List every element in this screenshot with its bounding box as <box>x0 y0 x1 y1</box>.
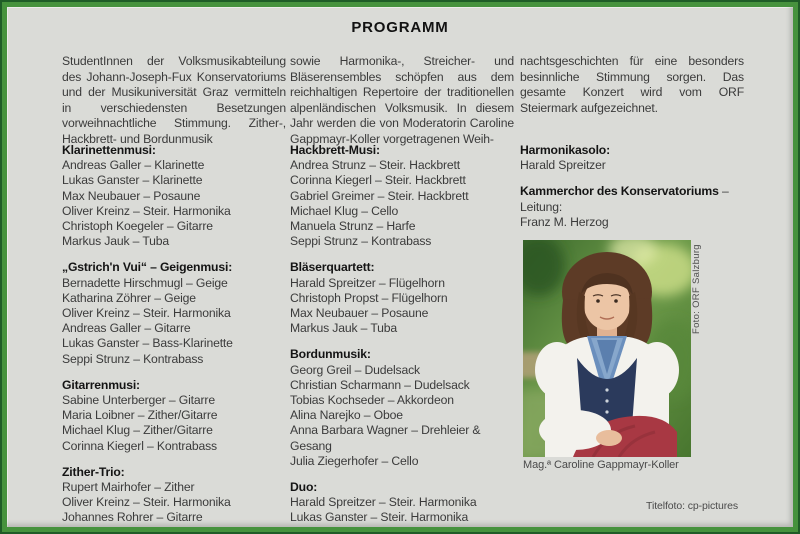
member-line: Max Neubauer – Posaune <box>62 188 201 203</box>
page-title: PROGRAMM <box>351 19 449 36</box>
ensemble-group <box>62 378 288 454</box>
ensemble-heading: Harmonikasolo: <box>520 143 611 157</box>
member-line: Christoph Koegeler – Gitarre <box>62 219 213 234</box>
member-line: Harald Spreitzer – Steir. Harmonika <box>290 495 477 510</box>
ensemble-heading: Bläserquartett: <box>290 260 375 275</box>
member-line: Corinna Kiegerl – Steir. Hackbrett <box>290 173 466 188</box>
member-line: Anna Barbara Wagner – Drehleier & Gesang <box>290 423 481 453</box>
ensemble-heading: Klarinettenmusi: <box>62 143 156 157</box>
member-line: Corinna Kiegerl – Kontrabass <box>62 438 218 453</box>
member-line: Bernadette Hirschmugl – Geige <box>62 275 228 290</box>
photo-caption: Mag.ª Caroline Gappmayr-Koller <box>523 459 679 471</box>
ensemble-group <box>290 480 516 526</box>
member-line: Andreas Galler – Gitarre <box>62 321 191 336</box>
member-line: Seppi Strunz – Kontrabass <box>290 234 432 249</box>
member-line: Julia Ziegerhofer – Cello <box>290 453 419 468</box>
ensemble-group <box>62 465 288 526</box>
ensemble-heading: Duo: <box>290 480 318 495</box>
member-line: Lukas Ganster – Bass-Klarinette <box>62 336 233 351</box>
member-line: Manuela Strunz – Harfe <box>290 219 416 234</box>
ensemble-column-2 <box>290 143 516 532</box>
member-line: Harald Spreitzer – Flügelhorn <box>290 275 445 290</box>
member-line: Alina Narejko – Oboe <box>290 408 403 423</box>
ensemble-heading: Kammerchor des Konservatoriums – Leitung: <box>520 184 729 214</box>
member-line: Markus Jauk – Tuba <box>62 234 170 249</box>
member-line: Max Neubauer – Posaune <box>290 306 429 321</box>
member-line: Lukas Ganster – Steir. Harmonika <box>290 510 469 525</box>
member-line: Oliver Kreinz – Steir. Harmonika <box>62 306 231 321</box>
ensemble-group <box>520 184 746 230</box>
member-line: Sabine Unterberger – Gitarre <box>62 393 215 408</box>
program-page-content <box>2 2 798 532</box>
member-line: Markus Jauk – Tuba <box>290 321 398 336</box>
member-line: Georg Greil – Dudelsack <box>290 362 420 377</box>
member-line: Christoph Propst – Flügelhorn <box>290 290 448 305</box>
intro-paragraph-column-3: nachtsgeschichten für eine besonders besinnliche Stimmung sorgen. Das gesamte Konzert wird vom ORF Steiermark aufgezeichnet. <box>520 54 744 115</box>
ensemble-group <box>62 143 288 249</box>
member-line: Andrea Strunz – Steir. Hackbrett <box>290 158 460 173</box>
member-line: Christian Scharmann – Dudelsack <box>290 377 470 392</box>
member-line: Seppi Strunz – Kontrabass <box>62 351 204 366</box>
ensemble-group <box>520 143 746 173</box>
ensemble-group <box>290 347 516 469</box>
member-line: Andreas Galler – Klarinette <box>62 158 205 173</box>
photo-credit-vertical: Foto: ORF Salzburg <box>691 244 702 334</box>
ensemble-group <box>290 143 516 249</box>
member-line: Michael Klug – Zither/Gitarre <box>62 423 213 438</box>
ensemble-heading: „Gstrich'n Vui“ – Geigenmusi: <box>62 260 233 275</box>
intro-paragraph-column-2: sowie Harmonika-, Streicher- und Bläserensembles schöpfen aus dem reichhaltigen Repertoire der traditionellen alpenländischen Volksmusik. In diesem Jahr werden die von Moderatorin Caroline Gappmayr-Koller vorgetragenen Weih- <box>290 54 514 146</box>
ensemble-group <box>290 260 516 336</box>
ensemble-heading: Gitarrenmusi: <box>62 377 140 392</box>
intro-paragraph-column-1: StudentInnen der Volksmusikabteilung des Johann-Joseph-Fux Konservatoriums und der Musikuniversität Graz vermitteln in verschiedensten Besetzungen vorweihnachtliche Stimmung. Zither-, Hackbrett- und Bordunmusik <box>62 54 286 146</box>
member-line: Maria Loibner – Zither/Gitarre <box>62 408 218 423</box>
member-line: Franz M. Herzog <box>520 214 609 229</box>
member-line: Gabriel Greimer – Steir. Hackbrett <box>290 188 469 203</box>
member-line: Johannes Rohrer – Gitarre <box>62 510 203 525</box>
ensemble-heading: Zither-Trio: <box>62 464 125 479</box>
member-line: Lukas Ganster – Klarinette <box>62 173 203 188</box>
member-line: Rupert Mairhofer – Zither <box>62 480 195 495</box>
ensemble-heading: Hackbrett-Musi: <box>290 143 380 157</box>
member-line: Michael Klug – Cello <box>290 203 399 218</box>
member-line: Tobias Kochseder – Akkordeon <box>290 393 454 408</box>
portrait-photo <box>523 240 691 457</box>
member-line: Harald Spreitzer <box>520 158 606 173</box>
ensemble-group <box>62 260 288 366</box>
ensemble-column-1 <box>62 143 288 532</box>
ensemble-column-3 <box>520 143 746 241</box>
member-line: Katharina Zöhrer – Geige <box>62 290 196 305</box>
member-line: Oliver Kreinz – Steir. Harmonika <box>62 495 231 510</box>
cover-photo-credit: Titelfoto: cp-pictures <box>646 500 738 512</box>
member-line: Oliver Kreinz – Steir. Harmonika <box>62 203 231 218</box>
ensemble-heading: Bordunmusik: <box>290 347 371 362</box>
